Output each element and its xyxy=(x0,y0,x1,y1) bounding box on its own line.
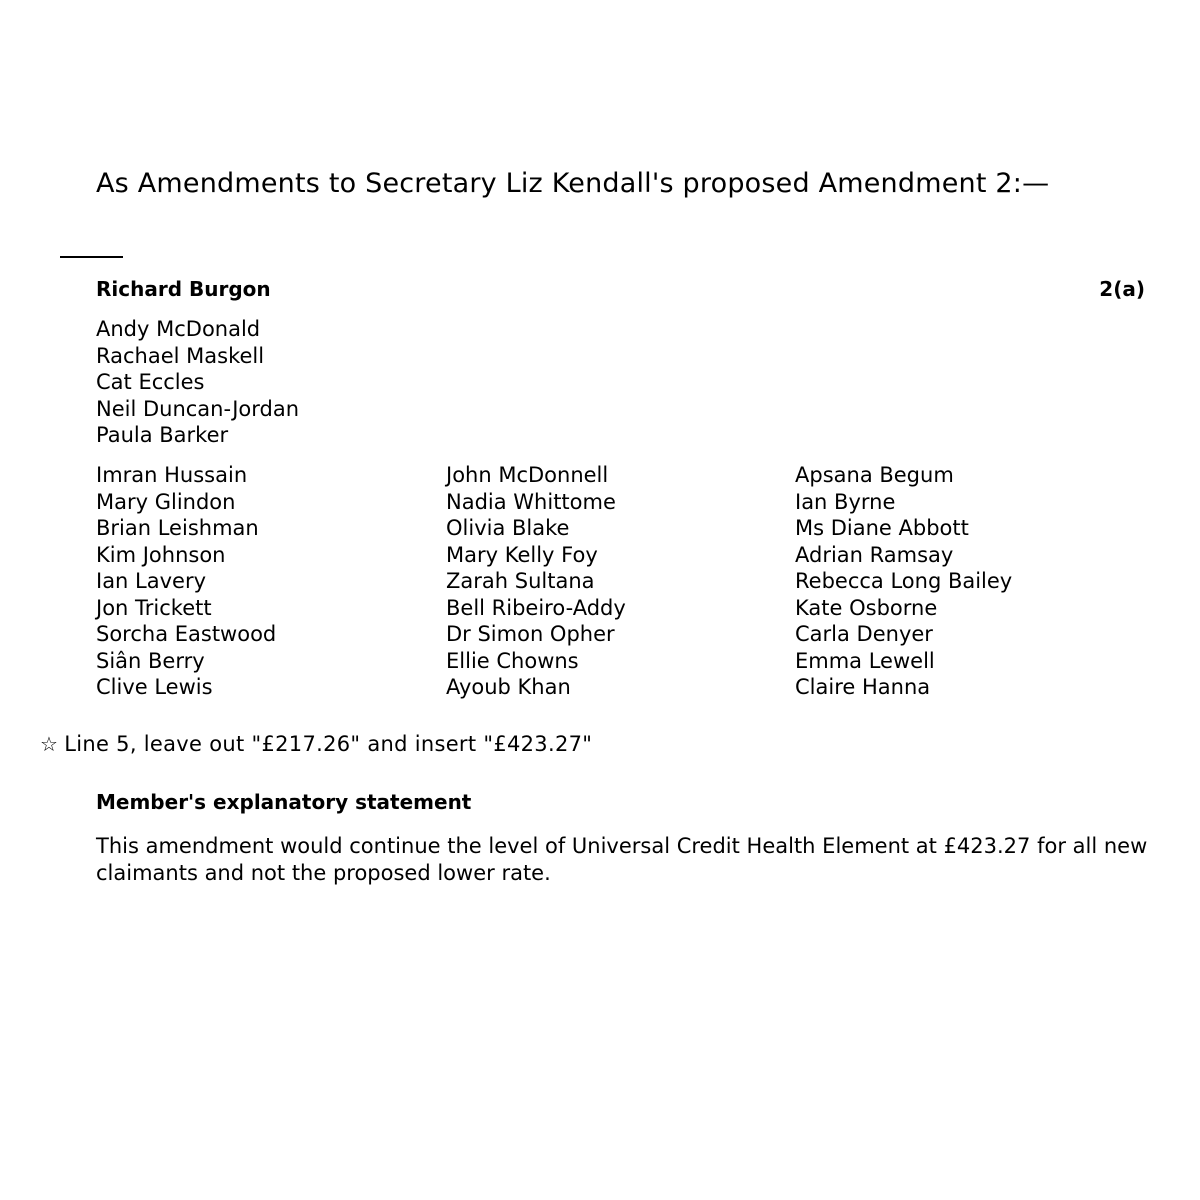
supporters-column-3 xyxy=(795,462,1012,701)
supporter-name: Ayoub Khan xyxy=(446,675,571,699)
amendment-number: 2(a) xyxy=(1099,277,1145,301)
lead-member-name: Richard Burgon xyxy=(96,277,271,301)
supporter-name: Jon Trickett xyxy=(96,595,212,620)
supporter-name: Ms Diane Abbott xyxy=(795,516,969,540)
supporter-name: Carla Denyer xyxy=(795,622,933,646)
supporter-name: Kim Johnson xyxy=(96,542,226,567)
supporter-name: Claire Hanna xyxy=(795,675,931,699)
supporter-name: Olivia Blake xyxy=(446,516,570,540)
supporter-name: Emma Lewell xyxy=(795,648,935,673)
supporter-name: Bell Ribeiro-Addy xyxy=(446,595,626,620)
amendment-instruction xyxy=(40,732,592,756)
supporter-name: Rebecca Long Bailey xyxy=(795,569,1013,593)
supporters-column-1 xyxy=(96,462,276,701)
star-icon: ☆ xyxy=(40,732,59,756)
supporter-name: Imran Hussain xyxy=(96,463,248,487)
supporter-name: Andy McDonald xyxy=(96,317,261,341)
supporter-name: John McDonnell xyxy=(446,463,609,487)
supporter-name: Zarah Sultana xyxy=(446,569,595,593)
supporter-name: Mary Kelly Foy xyxy=(446,542,598,567)
instruction-text: Line 5, leave out "£217.26" and insert "£423.27" xyxy=(64,732,593,756)
supporter-name: Clive Lewis xyxy=(96,675,213,699)
supporter-name: Paula Barker xyxy=(96,423,229,447)
supporter-name: Mary Glindon xyxy=(96,489,236,514)
supporter-name: Kate Osborne xyxy=(795,595,938,620)
supporter-name: Nadia Whittome xyxy=(446,489,616,514)
separator-rule xyxy=(60,256,123,258)
supporters-top-list xyxy=(96,316,299,449)
supporter-name: Siân Berry xyxy=(96,648,205,673)
supporter-name: Sorcha Eastwood xyxy=(96,622,277,646)
supporter-name: Ian Byrne xyxy=(795,489,896,514)
explanatory-statement-text: This amendment would continue the level of Universal Credit Health Element at £423.27 for all new claimants and not the proposed lower rate. xyxy=(96,834,1148,885)
supporter-name: Adrian Ramsay xyxy=(795,542,954,567)
explanatory-statement-heading: Member's explanatory statement xyxy=(96,790,472,814)
supporter-name: Neil Duncan-Jordan xyxy=(96,396,300,421)
supporter-name: Rachael Maskell xyxy=(96,343,265,368)
supporter-name: Ian Lavery xyxy=(96,569,207,593)
supporter-name: Brian Leishman xyxy=(96,516,259,540)
supporter-name: Ellie Chowns xyxy=(446,648,579,673)
supporter-name: Cat Eccles xyxy=(96,370,205,394)
supporter-name: Dr Simon Opher xyxy=(446,622,615,646)
supporter-name: Apsana Begum xyxy=(795,463,954,487)
supporters-column-2 xyxy=(446,462,626,701)
document-heading: As Amendments to Secretary Liz Kendall's proposed Amendment 2:— xyxy=(96,168,1050,199)
